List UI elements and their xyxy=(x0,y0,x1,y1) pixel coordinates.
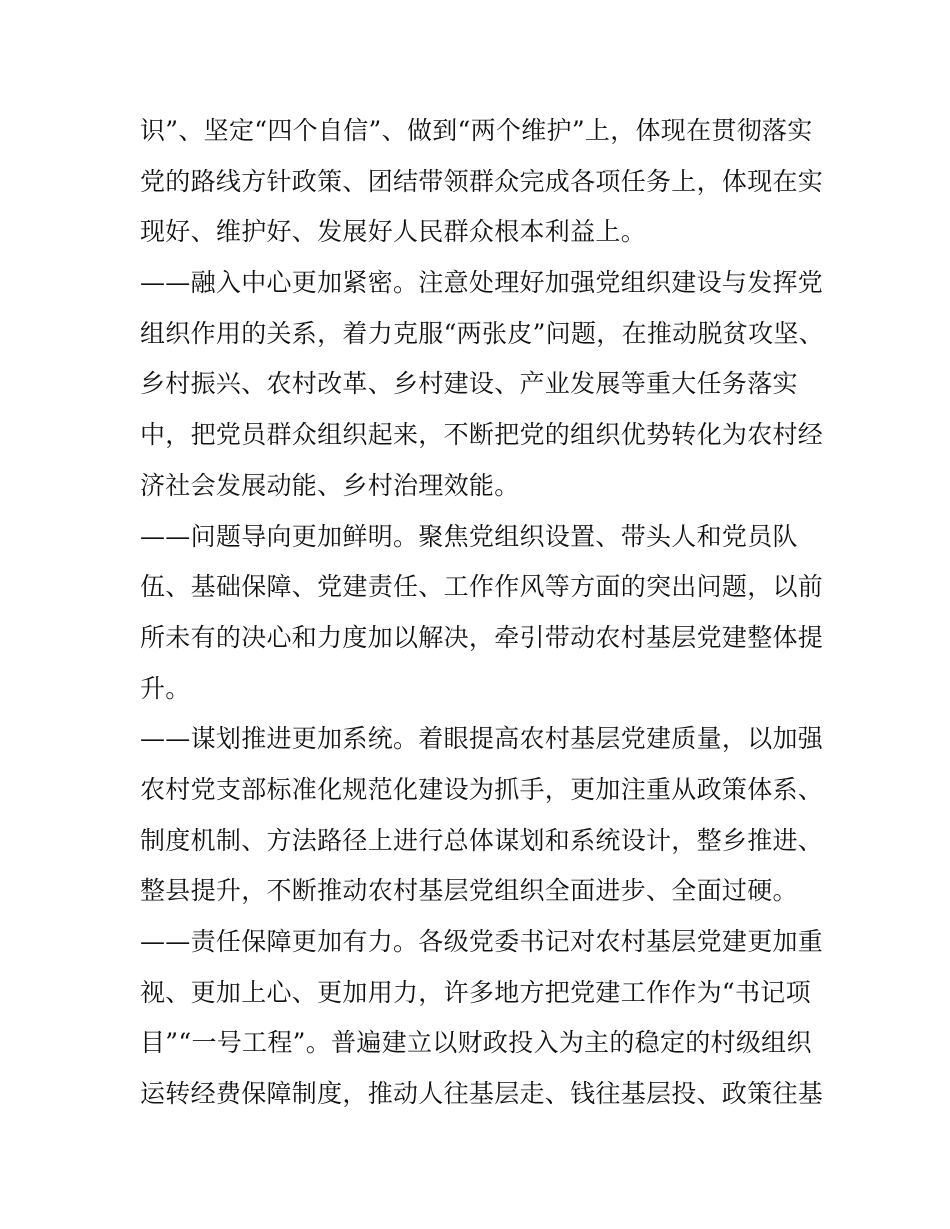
text-line: 中，把党员群众组织起来，不断把党的组织优势转化为农村经 xyxy=(140,420,824,450)
text-line: 组织作用的关系，着力克服“两张皮”问题，在推动脱贫攻坚、 xyxy=(140,318,824,348)
text-line: ——谋划推进更加系统。着眼提高农村基层党建质量，以加强 xyxy=(140,724,824,754)
text-line: 识”、坚定“四个自信”、做到“两个维护”上，体现在贯彻落实 xyxy=(140,116,813,145)
text-line: ——融入中心更加紧密。注意处理好加强党组织建设与发挥党 xyxy=(140,268,824,298)
text-line: 目”“一号工程”。普遍建立以财政投入为主的稳定的村级组织 xyxy=(140,1028,812,1058)
document-body xyxy=(140,106,830,1120)
text-line: 伍、基础保障、党建责任、工作作风等方面的突出问题，以前 xyxy=(140,572,824,602)
text-line: ——责任保障更加有力。各级党委书记对农村基层党建更加重 xyxy=(140,927,824,956)
text-line: ——问题导向更加鲜明。聚焦党组织设置、带头人和党员队 xyxy=(140,521,798,551)
text-line: 升。 xyxy=(140,673,191,703)
text-line: 运转经费保障制度，推动人往基层走、钱往基层投、政策往基 xyxy=(140,1079,824,1109)
text-line: 农村党支部标准化规范化建设为抓手，更加注重从政策体系、 xyxy=(140,774,824,804)
text-line: 济社会发展动能、乡村治理效能。 xyxy=(140,470,520,500)
text-line: 乡村振兴、农村改革、乡村建设、产业发展等重大任务落实 xyxy=(140,369,798,399)
text-line: 整县提升，不断推动农村基层党组织全面进步、全面过硬。 xyxy=(140,876,798,906)
text-line: 所未有的决心和力度加以解决，牵引带动农村基层党建整体提 xyxy=(140,622,824,652)
text-line: 党的路线方针政策、团结带领群众完成各项任务上，体现在实 xyxy=(140,166,824,196)
text-line: 视、更加上心、更加用力，许多地方把党建工作作为“书记项 xyxy=(140,977,811,1007)
text-line: 现好、维护好、发展好人民群众根本利益上。 xyxy=(140,217,647,247)
text-line: 制度机制、方法路径上进行总体谋划和系统设计，整乡推进、 xyxy=(140,825,824,855)
